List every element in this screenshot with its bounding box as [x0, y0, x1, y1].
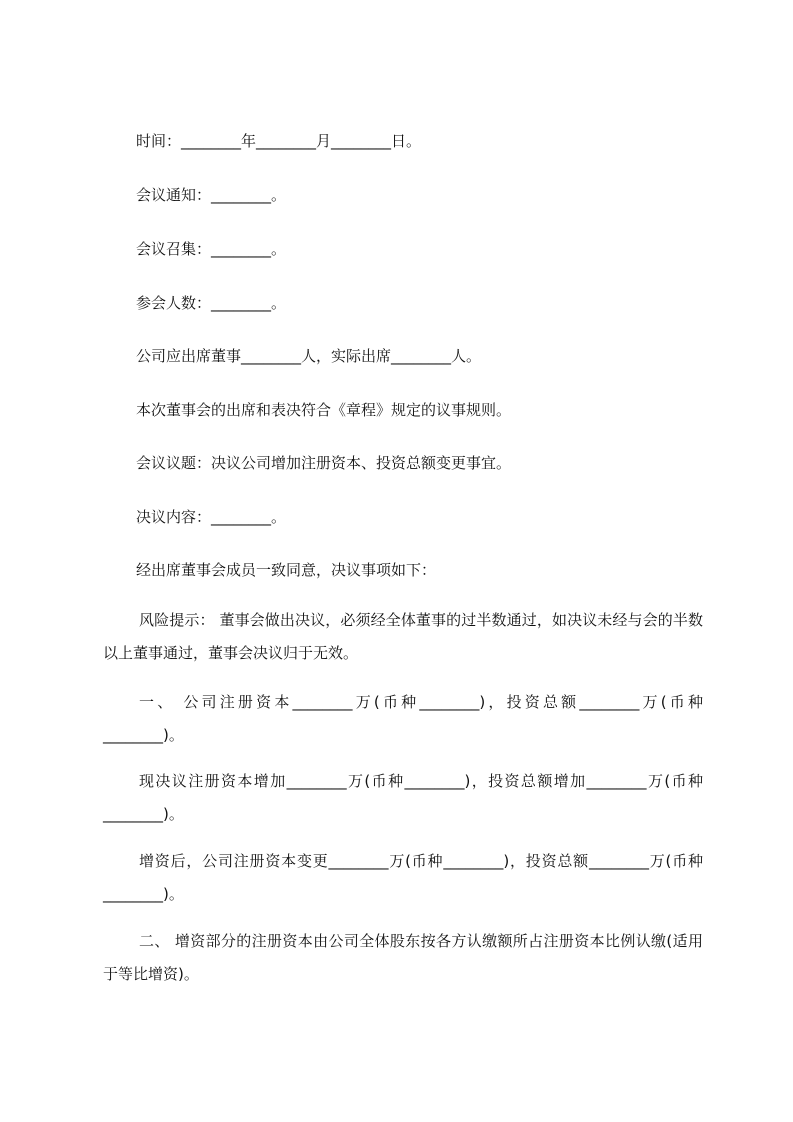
post-increase-paragraph: 增资后，公司注册资本变更________万(币种________)，投资总额________万(币种________)。: [103, 852, 703, 903]
rules-compliance-line: 本次董事会的出席和表决符合《章程》规定的议事规则。: [136, 401, 512, 419]
resolution-content-line: 决议内容：________。: [136, 508, 287, 526]
attendee-count-line: 参会人数：________。: [136, 294, 287, 312]
increase-resolution-paragraph: 现决议注册资本增加________万(币种________)，投资总额增加________万(币种________)。: [103, 772, 703, 823]
resolution-intro-line: 经出席董事会成员一致同意，决议事项如下：: [136, 561, 437, 579]
director-attendance-line: 公司应出席董事________人，实际出席________人。: [136, 347, 482, 365]
meeting-topic-line: 会议议题：决议公司增加注册资本、投资总额变更事宜。: [136, 454, 512, 472]
meeting-notice-line: 会议通知：________。: [136, 186, 287, 204]
clause-two-paragraph: 二、 增资部分的注册资本由公司全体股东按各方认缴额所占注册资本比例认缴(适用于等比增资)。: [103, 932, 703, 983]
meeting-time-line: 时间：________年________月________日。: [136, 132, 422, 150]
clause-one-paragraph: 一、 公司注册资本________万(币种________)，投资总额________万(币种________)。: [103, 693, 703, 744]
meeting-convened-line: 会议召集：________。: [136, 240, 287, 258]
risk-warning-paragraph: 风险提示： 董事会做出决议，必须经全体董事的过半数通过，如决议未经与会的半数以上董事通过，董事会决议归于无效。: [103, 611, 703, 662]
